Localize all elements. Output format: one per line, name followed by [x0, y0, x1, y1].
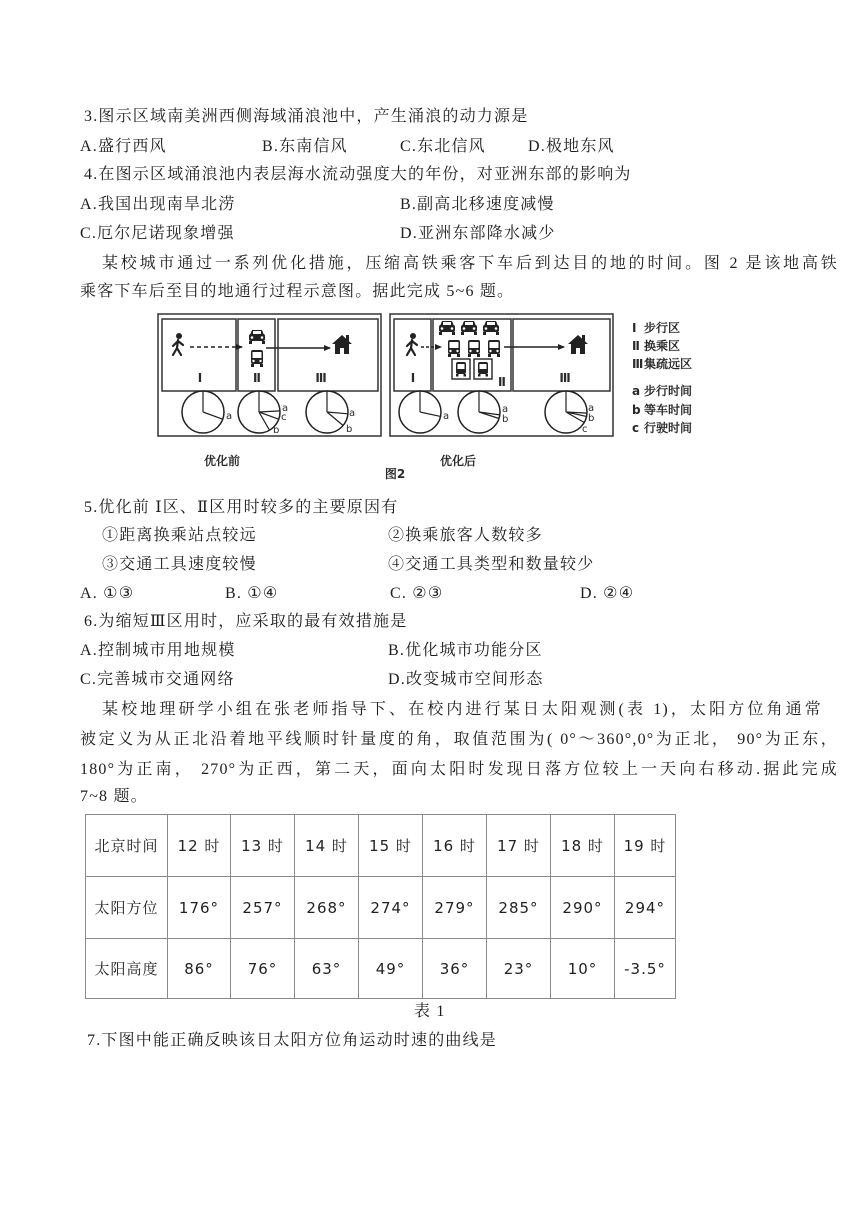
panel-after-caption: 优化后: [439, 454, 477, 468]
table-caption: 表 1: [414, 1003, 446, 1020]
table-cell: 63°: [295, 939, 359, 999]
q3-option-a: A.盛行西风: [80, 138, 167, 155]
table-cell: 294°: [615, 877, 676, 939]
table-cell: 10°: [551, 939, 615, 999]
pie-zone-1: [182, 391, 232, 433]
legend-text: 换乘区: [644, 339, 681, 353]
pie-zone-3: [545, 391, 594, 435]
q4-option-d: D.亚洲东部降水减少: [400, 225, 556, 242]
q3-option-b: B.东南信风: [262, 138, 348, 155]
zone-label-1: Ⅰ: [197, 371, 203, 385]
q5-stem: 5.优化前 Ⅰ区、Ⅱ区用时较多的主要原因有: [84, 499, 399, 516]
zone-label-1: Ⅰ: [410, 371, 416, 385]
figure-legend: [632, 320, 692, 435]
pie-label-a: a: [588, 403, 595, 414]
q7-stem: 7.下图中能正确反映该日太阳方位角运动时速的曲线是: [87, 1032, 498, 1049]
car-icon: [461, 321, 477, 335]
pie-label-a: a: [349, 408, 356, 419]
q4-stem: 4.在图示区域涌浪池内表层海水流动强度大的年份，对亚洲东部的影响为: [84, 166, 632, 183]
legend-key: b: [632, 403, 641, 417]
q4-option-a: A.我国出现南旱北涝: [80, 196, 236, 213]
zone-label-3: Ⅲ: [315, 371, 327, 385]
table-cell: 76°: [231, 939, 295, 999]
pie-label-c: c: [582, 424, 588, 435]
table-cell: 14 时: [295, 815, 359, 877]
legend-key: c: [632, 421, 640, 435]
zone-label-2: Ⅱ: [253, 371, 261, 385]
table-cell: 257°: [231, 877, 295, 939]
bus-icon: [448, 340, 460, 357]
table-cell: 268°: [295, 877, 359, 939]
pie-zone-2: [238, 391, 288, 436]
q6-option-a: A.控制城市用地规模: [80, 642, 236, 659]
pie-label-c: c: [281, 412, 287, 423]
pie-zone-2: [458, 391, 508, 433]
figure-caption: 图2: [384, 467, 406, 481]
car-icon: [249, 330, 265, 344]
q5-statement-1: ①距离换乘站点较远: [102, 527, 257, 544]
legend-text: 等车时间: [644, 403, 693, 417]
bus-icon: [488, 340, 500, 357]
pie-label-b: b: [346, 424, 353, 435]
q5-statement-3: ③交通工具速度较慢: [102, 556, 257, 573]
legend-text: 步行时间: [644, 384, 693, 398]
material-7-8-line-1: 某校地理研学小组在张老师指导下、在校内进行某日太阳观测(表 1)，太阳方位角通常: [102, 701, 822, 718]
table-cell: 36°: [423, 939, 487, 999]
pie-label-a: a: [282, 403, 289, 414]
table-header-row: [86, 815, 676, 877]
pie-label-a: a: [502, 404, 509, 415]
q6-option-b: B.优化城市功能分区: [388, 642, 543, 659]
legend-text: 集疏远区: [644, 357, 693, 371]
table-cell: 15 时: [359, 815, 423, 877]
pie-label-b: b: [273, 425, 280, 436]
table-cell: 17 时: [487, 815, 551, 877]
pie-zone-1: [399, 391, 449, 433]
figure-2: [150, 306, 710, 482]
material-7-8-line-3: 180°为正南， 270°为正西，第二天，面向太阳时发现日落方位较上一天向右移动.据此完成: [80, 761, 838, 778]
q6-option-d: D.改变城市空间形态: [388, 671, 544, 688]
walking-person-icon: [173, 333, 183, 355]
table-row: [86, 939, 676, 999]
q4-option-c: C.厄尔尼诺现象增强: [80, 225, 235, 242]
table-cell: 23°: [487, 939, 551, 999]
table-row: [86, 877, 676, 939]
material-7-8-line-2: 被定义为从正北沿着地平线顺时针量度的角，取值范围为( 0°～360°,0°为正北， 90°为正东，: [80, 731, 838, 748]
bus-icon: [251, 350, 263, 367]
pie-label-b: b: [588, 413, 595, 424]
pie-label-a: a: [226, 411, 233, 422]
table-cell: 176°: [168, 877, 231, 939]
table-cell: 太阳方位: [86, 877, 168, 939]
q5-statement-2: ②换乘旅客人数较多: [388, 527, 543, 544]
pie-zone-3: [306, 391, 355, 435]
zone-label-2: Ⅱ: [498, 375, 506, 389]
pie-label-a: a: [443, 411, 450, 422]
car-icon: [483, 321, 499, 335]
zone-label-3: Ⅲ: [559, 371, 571, 385]
table-cell: 285°: [487, 877, 551, 939]
table-cell: 北京时间: [86, 815, 168, 877]
panel-before: [158, 314, 381, 436]
bus-stop-icon: [452, 359, 470, 379]
table-cell: 290°: [551, 877, 615, 939]
table-cell: 13 时: [231, 815, 295, 877]
q4-option-b: B.副高北移速度减慢: [400, 196, 555, 213]
table-cell: 274°: [359, 877, 423, 939]
table-1: [85, 814, 676, 999]
legend-key: Ⅱ: [632, 339, 640, 353]
table-cell: 86°: [168, 939, 231, 999]
material-5-6-line-1: 某校城市通过一系列优化措施，压缩高铁乘客下车后到达目的地的时间。图 2 是该地高铁: [102, 255, 838, 272]
panel-before-caption: 优化前: [203, 454, 241, 468]
panel-after: [390, 314, 613, 436]
bus-stop-icon: [474, 359, 492, 379]
legend-key: a: [632, 384, 641, 398]
q3-option-c: C.东北信风: [400, 138, 486, 155]
q3-option-d: D.极地东风: [528, 138, 615, 155]
table-cell: 18 时: [551, 815, 615, 877]
table-cell: 279°: [423, 877, 487, 939]
walking-person-icon: [407, 333, 417, 355]
q6-option-c: C.完善城市交通网络: [80, 671, 235, 688]
zone-3-box: [278, 319, 378, 391]
table-cell: 12 时: [168, 815, 231, 877]
pie-label-b: b: [502, 414, 509, 425]
house-icon: [332, 335, 352, 354]
legend-key: Ⅲ: [632, 357, 644, 371]
legend-text: 行驶时间: [644, 421, 693, 435]
legend-key: Ⅰ: [632, 321, 637, 335]
q5-option-c: C. ②③: [390, 585, 444, 602]
q5-statement-4: ④交通工具类型和数量较少: [388, 556, 595, 573]
legend-text: 步行区: [644, 321, 681, 335]
house-icon: [568, 335, 588, 354]
table-cell: 49°: [359, 939, 423, 999]
q5-option-b: B. ①④: [225, 585, 279, 602]
table-cell: 16 时: [423, 815, 487, 877]
material-5-6-line-2: 乘客下车后至目的地通行过程示意图。据此完成 5~6 题。: [80, 283, 515, 300]
q6-stem: 6.为缩短Ⅲ区用时，应采取的最有效措施是: [84, 613, 408, 630]
material-7-8-line-4: 7~8 题。: [80, 788, 148, 805]
q5-option-a: A. ①③: [80, 585, 135, 602]
car-icon: [439, 321, 455, 335]
table-cell: 19 时: [615, 815, 676, 877]
q5-option-d: D. ②④: [580, 585, 635, 602]
bus-icon: [468, 340, 480, 357]
table-cell: 太阳高度: [86, 939, 168, 999]
table-cell: -3.5°: [615, 939, 676, 999]
q3-stem: 3.图示区域南美洲西侧海域涌浪池中，产生涌浪的动力源是: [84, 108, 529, 125]
